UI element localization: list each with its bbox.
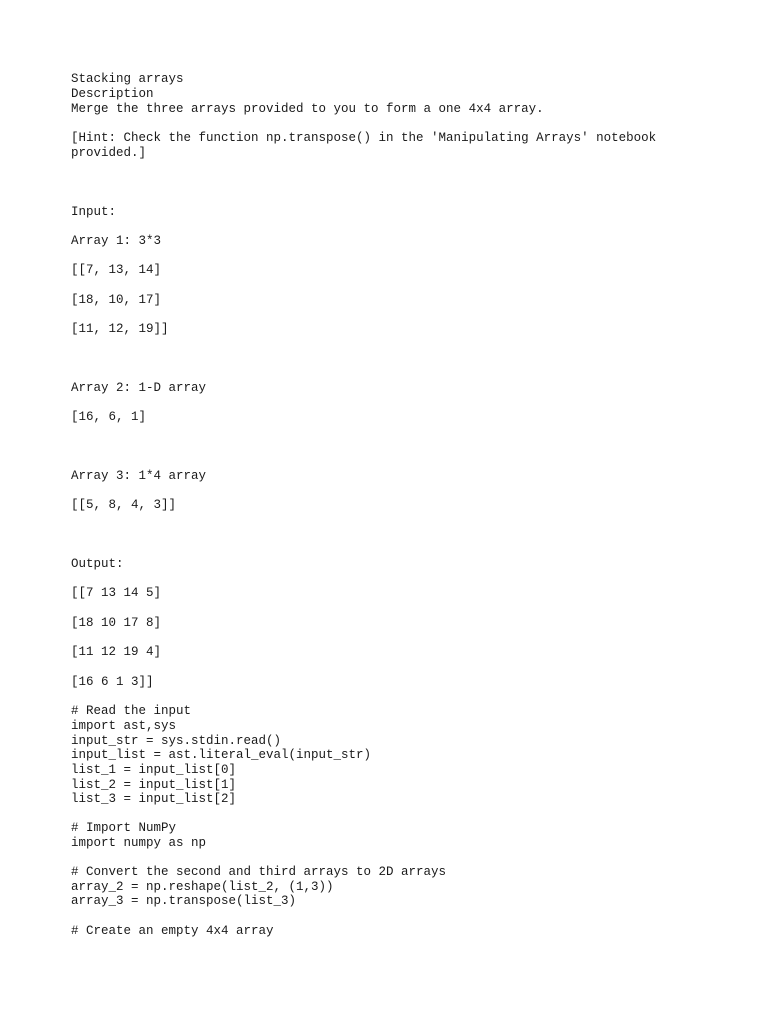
array-3-label: Array 3: 1*4 array xyxy=(71,469,207,483)
hint-text-continued: provided.] xyxy=(71,146,147,160)
array-2-label: Array 2: 1-D array xyxy=(71,381,207,395)
code-comment: # Read the input xyxy=(71,704,192,718)
code-comment: # Convert the second and third arrays to 2D arrays xyxy=(71,865,447,879)
section-heading: Description xyxy=(71,87,154,101)
array-2-values: [16, 6, 1] xyxy=(71,410,147,424)
array-1-label: Array 1: 3*3 xyxy=(71,234,162,248)
output-heading: Output: xyxy=(71,557,124,571)
hint-text: [Hint: Check the function np.transpose() in the 'Manipulating Arrays' notebook xyxy=(71,131,657,145)
array-1-row: [[7, 13, 14] xyxy=(71,263,162,277)
array-3-values: [[5, 8, 4, 3]] xyxy=(71,498,177,512)
document-title: Stacking arrays xyxy=(71,72,184,86)
code-line: array_2 = np.reshape(list_2, (1,3)) xyxy=(71,880,334,894)
output-row: [[7 13 14 5] xyxy=(71,586,162,600)
code-line: input_list = ast.literal_eval(input_str) xyxy=(71,748,372,762)
input-heading: Input: xyxy=(71,205,117,219)
code-line: list_3 = input_list[2] xyxy=(71,792,237,806)
array-1-row: [11, 12, 19]] xyxy=(71,322,169,336)
code-line: input_str = sys.stdin.read() xyxy=(71,734,282,748)
code-comment: # Create an empty 4x4 array xyxy=(71,924,274,938)
description-text: Merge the three arrays provided to you to form a one 4x4 array. xyxy=(71,102,544,116)
output-row: [18 10 17 8] xyxy=(71,616,162,630)
code-line: list_2 = input_list[1] xyxy=(71,778,237,792)
code-comment: # Import NumPy xyxy=(71,821,177,835)
array-1-row: [18, 10, 17] xyxy=(71,293,162,307)
output-row: [16 6 1 3]] xyxy=(71,675,154,689)
code-line: import numpy as np xyxy=(71,836,207,850)
code-line: import ast,sys xyxy=(71,719,177,733)
code-line: list_1 = input_list[0] xyxy=(71,763,237,777)
code-line: array_3 = np.transpose(list_3) xyxy=(71,894,297,908)
output-row: [11 12 19 4] xyxy=(71,645,162,659)
